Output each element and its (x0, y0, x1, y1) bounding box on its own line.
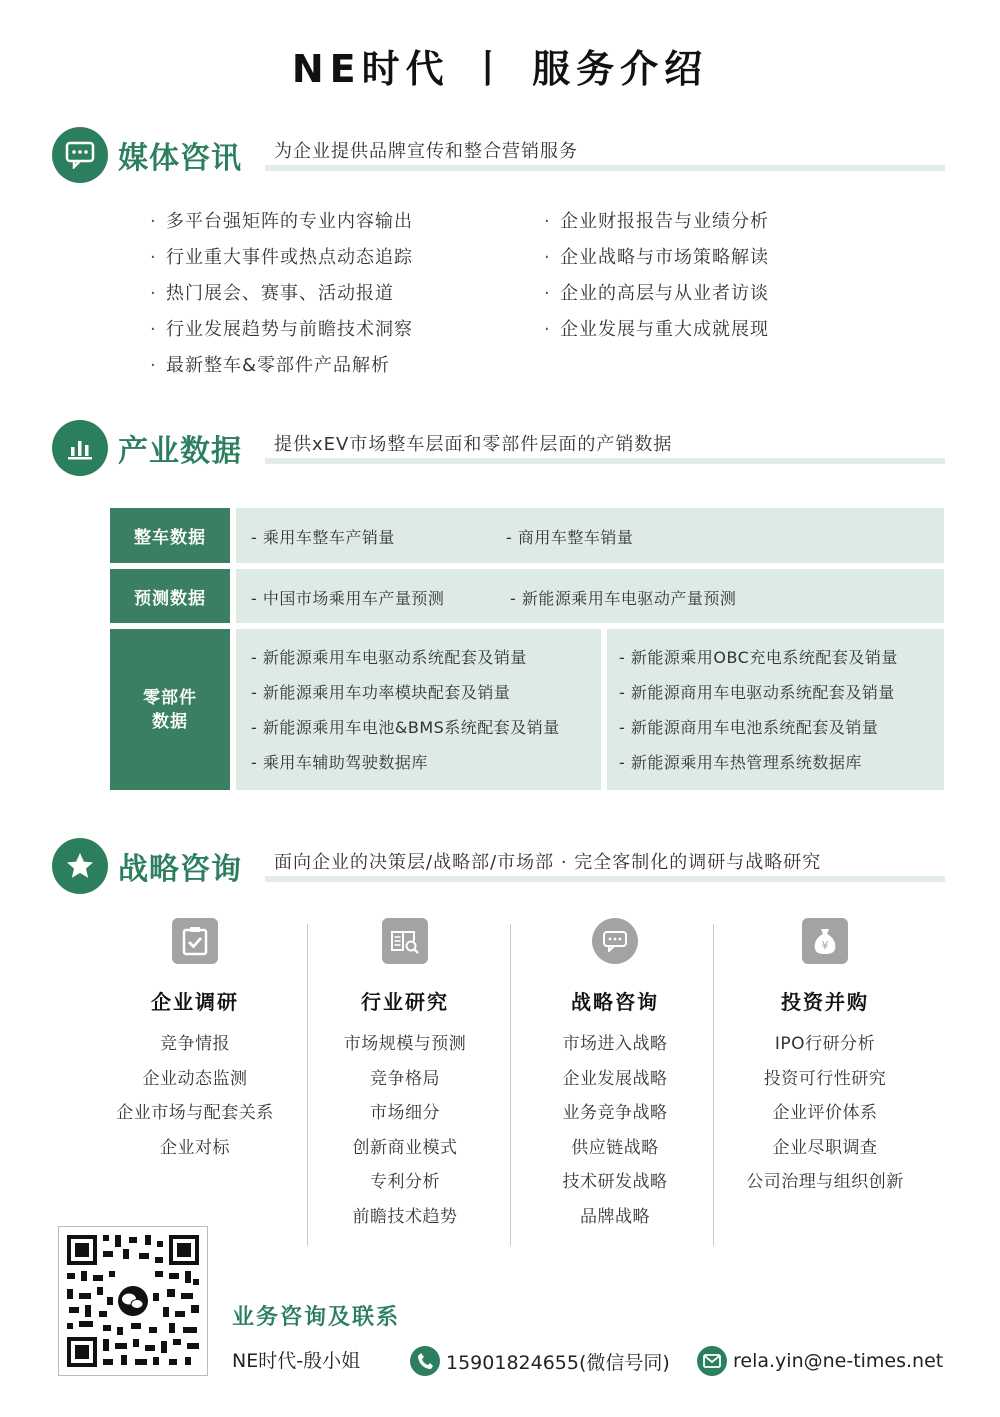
section-underline (265, 458, 945, 464)
row-label: 预测数据 (110, 569, 230, 623)
table-cell: - 新能源乘用车功率模块配套及销量 (251, 683, 511, 702)
list-item: 竞争情报 (160, 1034, 230, 1054)
section-title: 战略咨询 (118, 852, 242, 887)
table-cell: - 乘用车辅助驾驶数据库 (251, 753, 428, 772)
svg-text:¥: ¥ (821, 939, 829, 952)
list-item: · 热门展会、赛事、活动报道 (150, 283, 394, 304)
table-cell: - 新能源乘用车电池&BMS系统配套及销量 (251, 718, 560, 737)
table-row (236, 629, 601, 790)
table-cell: - 商用车整车销量 (506, 528, 634, 547)
list-item: · 企业战略与市场策略解读 (544, 247, 769, 268)
contact-title: 业务咨询及联系 (232, 1305, 401, 1330)
column-title: 行业研究 (361, 990, 449, 1014)
book-search-icon (382, 918, 428, 964)
list-item: 公司治理与组织创新 (746, 1172, 904, 1192)
list-item: · 企业的高层与从业者访谈 (544, 283, 769, 304)
table-cell: - 新能源乘用车电驱动产量预测 (510, 589, 737, 608)
chat-icon (52, 127, 108, 183)
media-section-header (52, 127, 947, 187)
table-row (236, 508, 944, 563)
chat-bubble-icon (592, 918, 638, 964)
row-label: 整车数据 (110, 508, 230, 563)
list-item: · 多平台强矩阵的专业内容输出 (150, 211, 413, 232)
section-underline (265, 165, 945, 171)
strategy-section-header (52, 838, 947, 898)
section-description: 为企业提供品牌宣传和整合营销服务 (274, 141, 578, 162)
list-item: · 企业发展与重大成就展现 (544, 319, 769, 340)
list-item: · 行业发展趋势与前瞻技术洞察 (150, 319, 413, 340)
list-item: · 企业财报报告与业绩分析 (544, 211, 769, 232)
page-title: NE时代 丨 服务介绍 (291, 47, 709, 91)
qr-code[interactable] (58, 1226, 208, 1376)
section-title: 产业数据 (118, 434, 242, 469)
section-underline (265, 876, 945, 882)
list-item: 前瞻技术趋势 (352, 1206, 458, 1227)
table-row (607, 629, 944, 790)
list-item: 市场细分 (370, 1103, 440, 1123)
list-item: 企业动态监测 (142, 1068, 248, 1089)
section-description: 面向企业的决策层/战略部/市场部 · 完全客制化的调研与战略研究 (274, 852, 822, 873)
list-item: 企业市场与配套关系 (116, 1103, 274, 1123)
list-item: 企业评价体系 (772, 1103, 878, 1123)
list-item: · 行业重大事件或热点动态追踪 (150, 247, 413, 268)
table-cell: - 新能源乘用车热管理系统数据库 (619, 753, 862, 772)
star-icon (52, 838, 108, 894)
table-cell: - 新能源商用车电池系统配套及销量 (619, 718, 879, 737)
strategy-columns (90, 918, 930, 1248)
table-cell: - 中国市场乘用车产量预测 (251, 589, 445, 608)
strategy-column (300, 918, 510, 1234)
list-item: 市场规模与预测 (343, 1034, 467, 1054)
contact-email[interactable] (697, 1346, 943, 1376)
phone-icon (410, 1346, 440, 1376)
phone-number: 15901824655(微信号同) (446, 1351, 670, 1374)
mail-icon (697, 1346, 727, 1376)
list-item: 品牌战略 (580, 1206, 650, 1227)
list-item: 市场进入战略 (562, 1034, 668, 1054)
list-item: · 最新整车&零部件产品解析 (150, 355, 391, 376)
strategy-column (510, 918, 720, 1234)
list-item: 企业尽职调查 (772, 1137, 878, 1158)
list-item: 竞争格局 (370, 1068, 440, 1089)
list-item: 投资可行性研究 (763, 1068, 887, 1089)
column-title: 企业调研 (151, 990, 239, 1014)
strategy-column (720, 918, 930, 1200)
bar-chart-icon (52, 420, 108, 476)
list-item: IPO行研分析 (774, 1034, 876, 1054)
section-description: 提供xEV市场整车层面和零部件层面的产销数据 (274, 434, 673, 455)
clipboard-check-icon (172, 918, 218, 964)
table-cell: - 乘用车整车产销量 (251, 528, 395, 547)
list-item: 企业发展战略 (562, 1068, 668, 1089)
table-cell: - 新能源乘用车电驱动系统配套及销量 (251, 648, 527, 667)
column-divider (713, 924, 714, 1246)
list-item: 专利分析 (370, 1172, 440, 1192)
table-cell: - 新能源商用车电驱动系统配套及销量 (619, 683, 895, 702)
strategy-column (90, 918, 300, 1165)
list-item: 技术研发战略 (562, 1172, 668, 1192)
email-address: rela.yin@ne-times.net (733, 1350, 944, 1372)
table-row (236, 569, 944, 623)
list-item: 企业对标 (160, 1137, 230, 1158)
money-bag-icon (802, 918, 848, 964)
row-label: 零部件 数据 (110, 629, 230, 790)
column-title: 投资并购 (781, 990, 869, 1014)
section-title: 媒体咨讯 (118, 141, 242, 176)
list-item: 创新商业模式 (352, 1137, 458, 1158)
list-item: 供应链战略 (571, 1137, 659, 1158)
column-title: 战略咨询 (571, 990, 659, 1014)
contact-phone[interactable] (410, 1346, 670, 1376)
industry-section-header (52, 420, 947, 480)
contact-name: NE时代-殷小姐 (232, 1350, 361, 1372)
list-item: 业务竞争战略 (562, 1103, 668, 1123)
table-cell: - 新能源乘用OBC充电系统配套及销量 (619, 648, 898, 667)
